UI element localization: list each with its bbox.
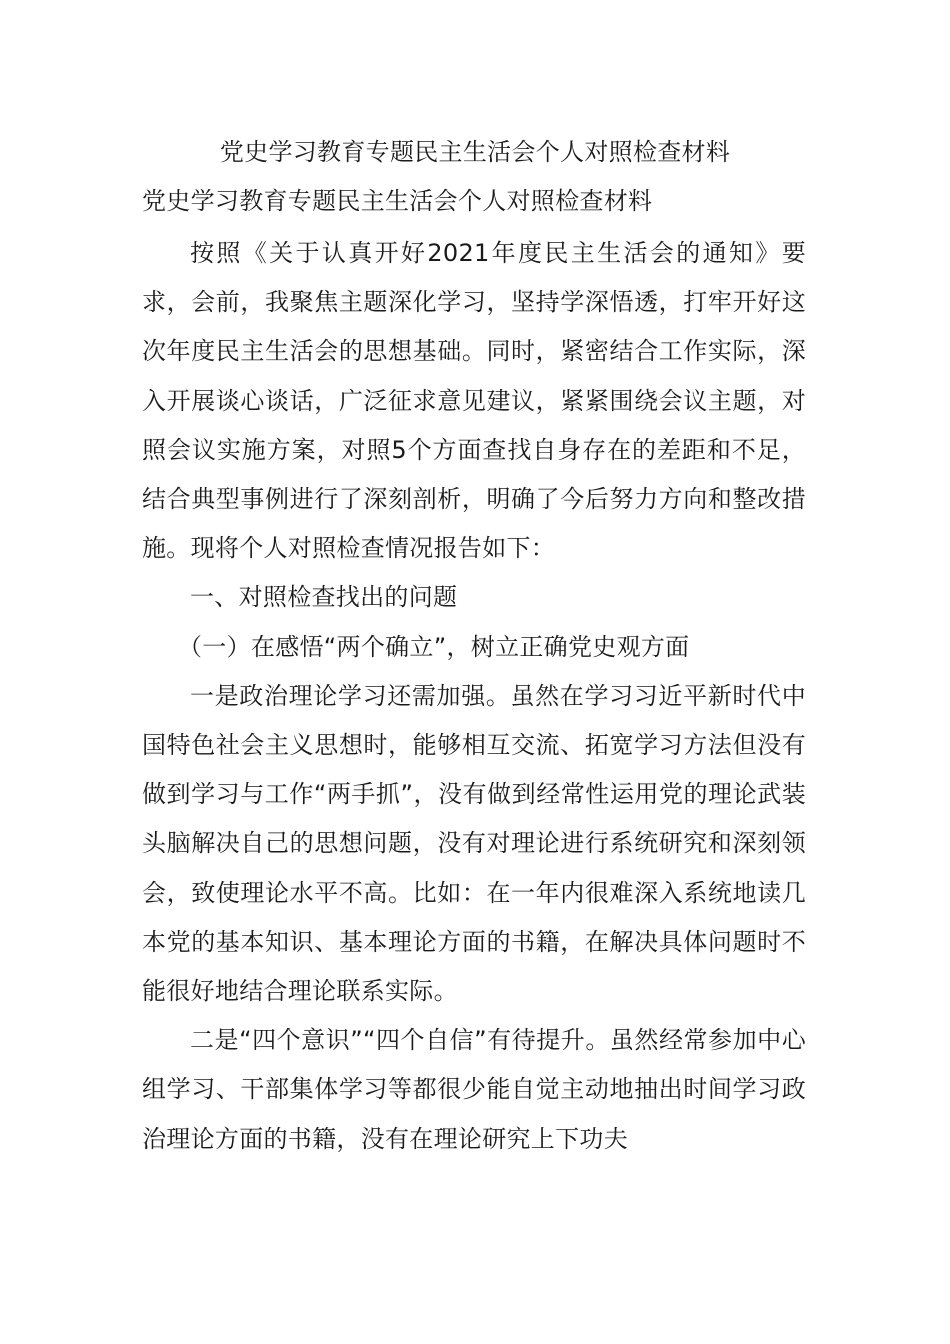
subsection-heading-1: （一）在感悟“两个确立”，树立正确党史观方面	[178, 632, 690, 661]
section-heading-1: 一、对照检查找出的问题	[190, 583, 458, 612]
document-body	[142, 229, 806, 1164]
document-title: 党史学习教育专题民主生活会个人对照检查材料	[219, 138, 731, 166]
paragraph-point-1: 一是政治理论学习还需加强。虽然在学习习近平新时代中国特色社会主义思想时，能够相互交流、拓宽学习方法但没有做到学习与工作“两手抓”，没有做到经常性运用党的理论武装头脑解决自己的思想问题，没有对理论进行系统研究和深刻领会，致使理论水平不高。比如：在一年内很难深入系统地读几本党的基本知识、基本理论方面的书籍，在解决具体问题时不能很好地结合理论联系实际。	[142, 681, 806, 1006]
paragraph-point-2: 二是“四个意识”“四个自信”有待提升。虽然经常参加中心组学习、干部集体学习等都很少能自觉主动地抽出时间学习政治理论方面的书籍，没有在理论研究上下功夫	[142, 1026, 806, 1153]
document-subtitle: 党史学习教育专题民主生活会个人对照检查材料	[142, 187, 653, 215]
paragraph-intro: 按照《关于认真开好2021年度民主生活会的通知》要求，会前，我聚焦主题深化学习，坚持学深悟透，打牢开好这次年度民主生活会的思想基础。同时，紧密结合工作实际，深入开展谈心谈话，广泛征求意见建议，紧紧围绕会议主题，对照会议实施方案，对照5个方面查找自身存在的差距和不足，结合典型事例进行了深刻剖析，明确了今后努力方向和整改措施。现将个人对照检查情况报告如下：	[142, 239, 806, 563]
